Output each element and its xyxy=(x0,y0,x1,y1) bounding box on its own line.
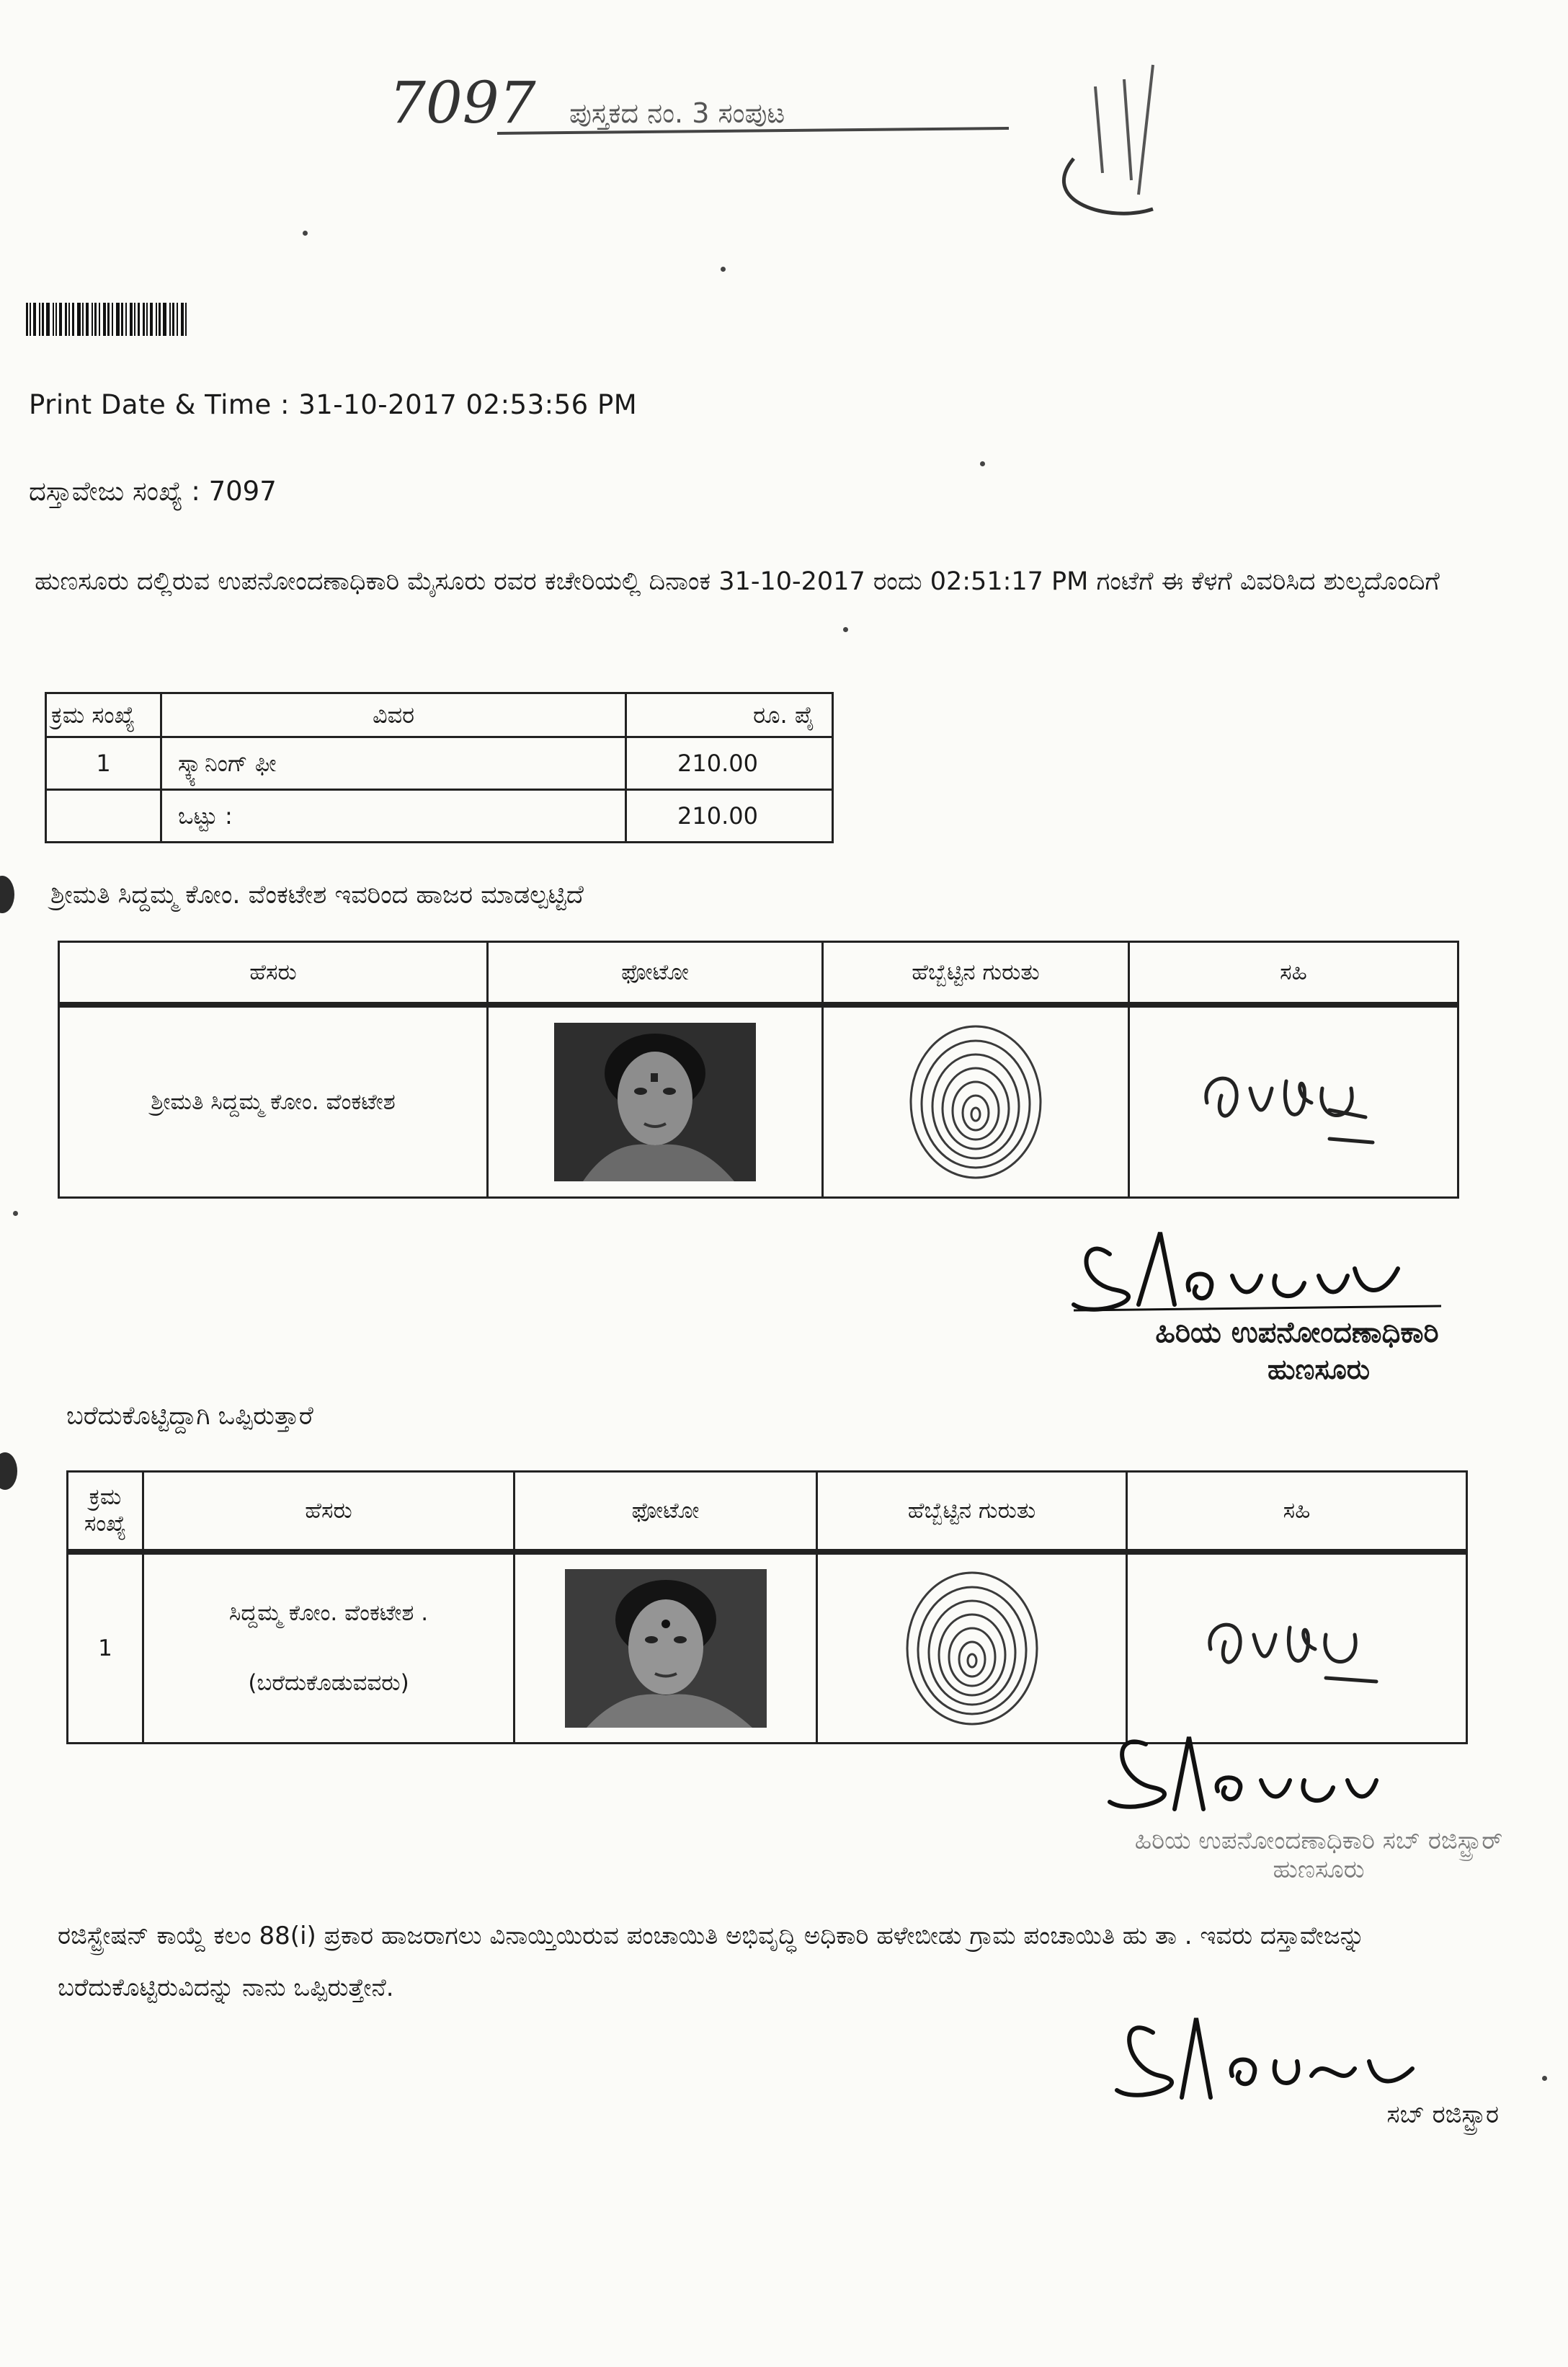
executant-signature xyxy=(1189,1591,1405,1700)
final-signature-block xyxy=(1095,2011,1542,2170)
scan-speck xyxy=(721,267,726,272)
presented-by-statement: ಶ್ರೀಮತಿ ಸಿದ್ದಮ್ಮ ಕೋಂ. ವೆಂಕಟೇಶ ಇವರಿಂದ ಹಾಜರ ಮಾಡಲ್ಪಟ್ಟಿದೆ xyxy=(50,881,584,910)
scan-speck xyxy=(1542,2076,1547,2081)
fingerprint-icon xyxy=(904,1019,1048,1185)
scan-speck xyxy=(13,1211,18,1216)
barcode-bar xyxy=(156,303,157,336)
barcode-bar xyxy=(169,303,171,336)
fee-cell-amount: 210.00 xyxy=(626,737,833,790)
document-number-value: 7097 xyxy=(208,476,277,507)
barcode-bar xyxy=(26,303,28,336)
barcode-bar xyxy=(55,303,57,336)
fingerprint-icon xyxy=(900,1566,1044,1731)
executant-header-signature: ಸಹಿ xyxy=(1127,1472,1467,1553)
table-row xyxy=(68,1552,1467,1744)
final-signature xyxy=(1095,2011,1542,2112)
scan-speck xyxy=(980,461,985,466)
officer-signature-block xyxy=(1066,1225,1528,1391)
barcode-bar xyxy=(42,303,44,336)
sub-registrar-stamp-block xyxy=(1102,1730,1535,1917)
executant-photo xyxy=(565,1569,767,1728)
executant-role: (ಬರೆದುಕೊಡುವವರು) xyxy=(248,1670,409,1696)
barcode-bar xyxy=(125,303,127,336)
presenter-table xyxy=(58,941,1459,1199)
executant-sno: 1 xyxy=(68,1552,143,1744)
presenter-header-thumb: ಹೆಬ್ಬೆಟ್ಟಿನ ಗುರುತು xyxy=(823,942,1129,1005)
table-row xyxy=(46,790,833,843)
barcode-bar xyxy=(39,303,40,336)
barcode-bar xyxy=(72,303,74,336)
sub-registrar-stamp-place: ಹುಣಸೂರು xyxy=(1273,1855,1365,1884)
print-date-value: 31-10-2017 02:53:56 PM xyxy=(298,389,638,420)
print-date-time xyxy=(29,389,637,420)
barcode-bar xyxy=(107,303,110,336)
fee-total-amount: 210.00 xyxy=(626,790,833,843)
handwritten-header xyxy=(389,58,1196,216)
barcode-bar xyxy=(159,303,161,336)
barcode-bar xyxy=(138,303,140,336)
officer-place: ಹುಣಸೂರು xyxy=(1268,1354,1370,1385)
executant-statement: ಬರೆದುಕೊಟ್ಟಿದ್ದಾಗಿ ಒಪ್ಪಿರುತ್ತಾರೆ xyxy=(66,1402,313,1431)
barcode-bar xyxy=(94,303,97,336)
scan-speck xyxy=(843,627,848,632)
presenter-name: ಶ್ರೀಮತಿ ಸಿದ್ದಮ್ಮ ಕೋಂ. ವೆಂಕಟೇಶ xyxy=(59,1005,488,1198)
barcode-bar xyxy=(112,303,113,336)
presenter-photo xyxy=(554,1023,756,1181)
punch-hole xyxy=(0,876,14,913)
fingerprint-drawing xyxy=(904,1019,1048,1185)
barcode-bar xyxy=(121,303,123,336)
barcode-bar xyxy=(65,303,67,336)
fee-cell-sno: 1 xyxy=(46,737,161,790)
barcode-bar xyxy=(130,303,133,336)
handwritten-header-drawing xyxy=(389,58,1196,216)
barcode-bar xyxy=(99,303,100,336)
final-signature-title: ಸಬ್ ರಜಿಸ್ಟ್ರಾರ xyxy=(1386,2100,1499,2129)
barcode-bar xyxy=(59,303,62,336)
document-number-label: ದಸ್ತಾವೇಜು ಸಂಖ್ಯೆ : xyxy=(29,476,209,507)
barcode xyxy=(26,303,242,336)
fee-header-sno: ಕ್ರಮ ಸಂಖ್ಯೆ xyxy=(46,693,161,737)
table-row xyxy=(46,737,833,790)
executant-header-photo: ಫೋಟೋ xyxy=(514,1472,817,1553)
sub-registrar-signature xyxy=(1102,1730,1535,1824)
barcode-bar xyxy=(92,303,93,336)
barcode-bar xyxy=(68,303,70,336)
barcode-bar xyxy=(177,303,178,336)
closing-paragraph: ರಜಿಸ್ಟ್ರೇಷನ್ ಕಾಯ್ದೆ ಕಲಂ 88(i) ಪ್ರಕಾರ ಹಾಜರಾಗಲು ವಿನಾಯ್ತಿಯಿರುವ ಪಂಚಾಯಿತಿ ಅಭಿವೃದ್ಧಿ ಅಧಿಕಾರಿ ಹಳೇಬೀಡು ಗ್ರಾಮ ಪಂಚಾಯಿತಿ ಹು ತಾ . ಇವರು ದಸ್ತಾವೇಜನ್ನು ಬರೆದುಕೊಟ್ಟಿರುವಿದನ್ನು ನಾನು ಒಪ್ಪಿರುತ್ತೇನೆ. xyxy=(58,1922,1365,2002)
presenter-header-photo: ಫೋಟೋ xyxy=(488,942,823,1005)
barcode-bar xyxy=(134,303,135,336)
barcode-bar xyxy=(172,303,174,336)
barcode-bar xyxy=(77,303,81,336)
presenter-signature-cell xyxy=(1129,1005,1458,1198)
presenter-header-signature: ಸಹಿ xyxy=(1129,942,1458,1005)
executant-header-thumb: ಹೆಬ್ಬೆಟ್ಟಿನ ಗುರುತು xyxy=(817,1472,1127,1553)
barcode-bar xyxy=(53,303,54,336)
barcode-bar xyxy=(30,303,31,336)
fee-total-label: ಒಟ್ಟು : xyxy=(161,790,626,843)
executant-signature-cell xyxy=(1127,1552,1467,1744)
barcode-bar xyxy=(33,303,36,336)
scan-speck xyxy=(303,231,308,236)
executant-table xyxy=(66,1470,1468,1744)
fee-header-amount: ರೂ. ಪೈ xyxy=(626,693,833,737)
fee-header-detail: ವಿವರ xyxy=(161,693,626,737)
document-number-line xyxy=(29,476,277,507)
presenter-header-name: ಹೆಸರು xyxy=(59,942,488,1005)
barcode-bar xyxy=(46,303,50,336)
barcode-bar xyxy=(181,303,184,336)
print-date-label: Print Date & Time : xyxy=(29,389,299,420)
barcode-bar xyxy=(163,303,166,336)
handwritten-number: 7097 xyxy=(389,69,536,136)
barcode-bar xyxy=(103,303,106,336)
presenter-signature xyxy=(1185,1045,1402,1153)
sub-registrar-stamp-title: ಹಿರಿಯ ಉಪನೋಂದಣಾಧಿಕಾರಿ ಸಬ್ ರಜಿಸ್ಟ್ರಾರ್ xyxy=(1134,1826,1503,1855)
fee-cell-detail: ಸ್ಕ್ಯಾನಿಂಗ್ ಫೀ xyxy=(161,737,626,790)
table-row xyxy=(59,1005,1458,1198)
officer-signature xyxy=(1066,1225,1528,1319)
presenter-photo-cell xyxy=(488,1005,823,1198)
barcode-bar xyxy=(86,303,89,336)
presenter-thumb-cell xyxy=(823,1005,1129,1198)
barcode-bar xyxy=(82,303,84,336)
fee-cell-sno xyxy=(46,790,161,843)
barcode-bar xyxy=(185,303,187,336)
barcode-bar xyxy=(143,303,145,336)
executant-thumb-cell xyxy=(817,1552,1127,1744)
executant-name-cell xyxy=(143,1552,514,1744)
fingerprint-drawing xyxy=(900,1566,1044,1731)
fee-table xyxy=(45,692,834,843)
executant-photo-cell xyxy=(514,1552,817,1744)
handwritten-text: ಪುಸ್ತಕದ ನಂ. 3 ಸಂಪುಟ xyxy=(569,97,785,129)
officer-title: ಹಿರಿಯ ಉಪನೋಂದಣಾಧಿಕಾರಿ xyxy=(1155,1316,1439,1349)
executant-header-name: ಹೆಸರು xyxy=(143,1472,514,1553)
executant-name: ಸಿದ್ದಮ್ಮ ಕೋಂ. ವೆಂಕಟೇಶ . xyxy=(228,1600,429,1626)
portrait-image xyxy=(554,1023,756,1181)
executant-header-sno: ಕ್ರಮ ಸಂಖ್ಯೆ xyxy=(68,1472,143,1553)
barcode-bar xyxy=(146,303,148,336)
barcode-bar xyxy=(150,303,153,336)
intro-paragraph: ಹುಣಸೂರು ದಲ್ಲಿರುವ ಉಪನೋಂದಣಾಧಿಕಾರಿ ಮೈಸೂರು ರವರ ಕಚೇರಿಯಲ್ಲಿ ದಿನಾಂಕ 31-10-2017 ರಂದು 02:51:17 PM ಗಂಟೆಗೆ ಈ ಕೆಳಗೆ ವಿವರಿಸಿದ ಶುಲ್ಕದೊಂದಿಗೆ xyxy=(35,567,1440,596)
barcode-bar xyxy=(116,303,120,336)
punch-hole xyxy=(0,1452,17,1490)
portrait-image xyxy=(565,1569,767,1728)
